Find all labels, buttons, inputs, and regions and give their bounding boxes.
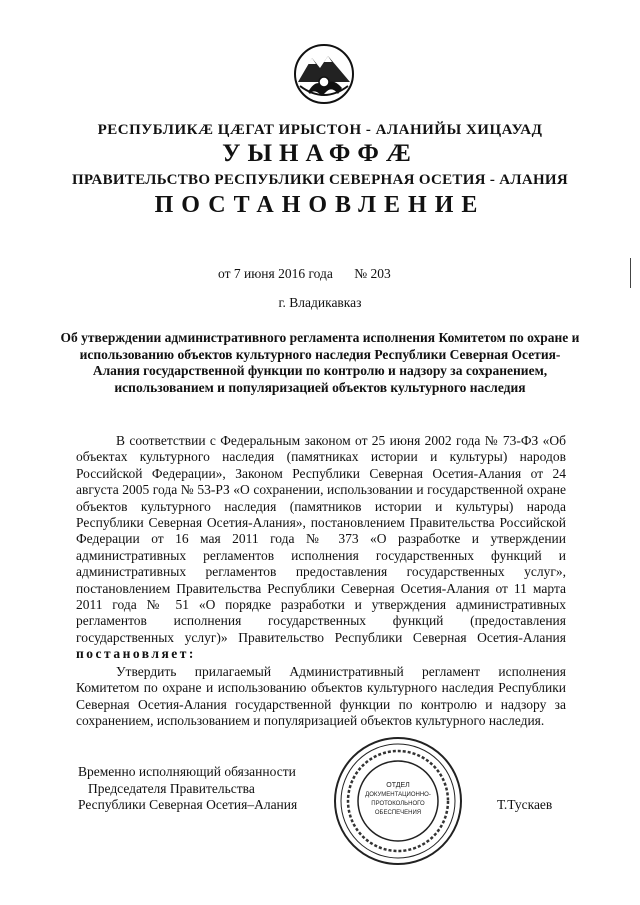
- decree-word: постановляет:: [76, 646, 196, 662]
- official-stamp: [332, 735, 464, 867]
- header-government: ПРАВИТЕЛЬСТВО РЕСПУБЛИКИ СЕВЕРНАЯ ОСЕТИЯ - АЛАНИЯ: [71, 172, 569, 188]
- document-number: № 203: [354, 266, 391, 281]
- header-decree-ossetian: УЫНАФФÆ: [222, 140, 418, 167]
- coat-of-arms-emblem: [292, 42, 356, 106]
- header-decree: ПОСТАНОВЛЕНИЕ: [154, 192, 486, 218]
- signatory-line-2: Председателя Правительства: [88, 780, 255, 796]
- signatory-position: [78, 764, 297, 814]
- svg-text:ОТДЕЛ: ОТДЕЛ: [386, 782, 410, 789]
- svg-text:ДОКУМЕНТАЦИОННО-: ДОКУМЕНТАЦИОННО-: [365, 792, 431, 798]
- signatory-name: Т.Тускаев: [497, 797, 553, 812]
- date-line: [218, 266, 409, 282]
- signatory-line-1: Временно исполняющий обязанности: [78, 764, 296, 779]
- svg-text:ОБЕСПЕЧЕНИЯ: ОБЕСПЕЧЕНИЯ: [374, 810, 422, 816]
- document-date: от 7 июня 2016 года: [218, 266, 333, 281]
- document-title: Об утверждении административного регламента исполнения Комитетом по охране и использованию объектов культурного наследия Республики Северная Осетия-Алания государственной функции по контролю и надзору за сохранением, использованием и популяризацией объектов культурного наследия: [60, 330, 580, 395]
- header-line-ossetian: РЕСПУБЛИКÆ ЦÆГАТ ИРЫСТОН - АЛАНИЙЫ ХИЦАУАД: [97, 122, 543, 138]
- svg-text:ПРОТОКОЛЬНОГО: ПРОТОКОЛЬНОГО: [371, 801, 425, 807]
- preamble-paragraph: [76, 433, 566, 663]
- document-city: г. Владикавказ: [278, 295, 362, 310]
- scan-edge-mark: [630, 258, 631, 288]
- resolution-paragraph: Утвердить прилагаемый Административный регламент исполнения Комитетом по охране и использованию объектов культурного наследия Республики Северная Осетия-Алания государственной функции по контролю и надзору за сохранением, использованием и популяризацией объектов культурного наследия.: [76, 664, 566, 729]
- signatory-line-3: Республики Северная Осетия–Алания: [78, 797, 298, 812]
- preamble-text: В соответствии с Федеральным законом от 25 июня 2002 года № 73-ФЗ «Об объектах культурного наследия (памятниках истории и культуры) народов Российской Федерации», Законом Республики Северная Осетия-Алания от 24 августа 2005 года № 53-РЗ «О сохранении, использовании и государственной охране объектов культурного наследия (памятников истории и культуры) народа Республики Северная Осетия-Алания», постановлением Правительства Российской Федерации от 16 мая 2011 года № 373 «О разработке и утверждении административных регламентов исполнения государственных функций и административных регламентов предоставления государственных услуг», постановлением Правительства Республики Северная Осетия-Алания от 11 марта 2011 года № 51 «О порядке разработки и утверждения административных регламентов исполнения государственных функций (предоставления государственных услуг)» Правительство Республики Северная Осетия-Алания: [76, 433, 566, 645]
